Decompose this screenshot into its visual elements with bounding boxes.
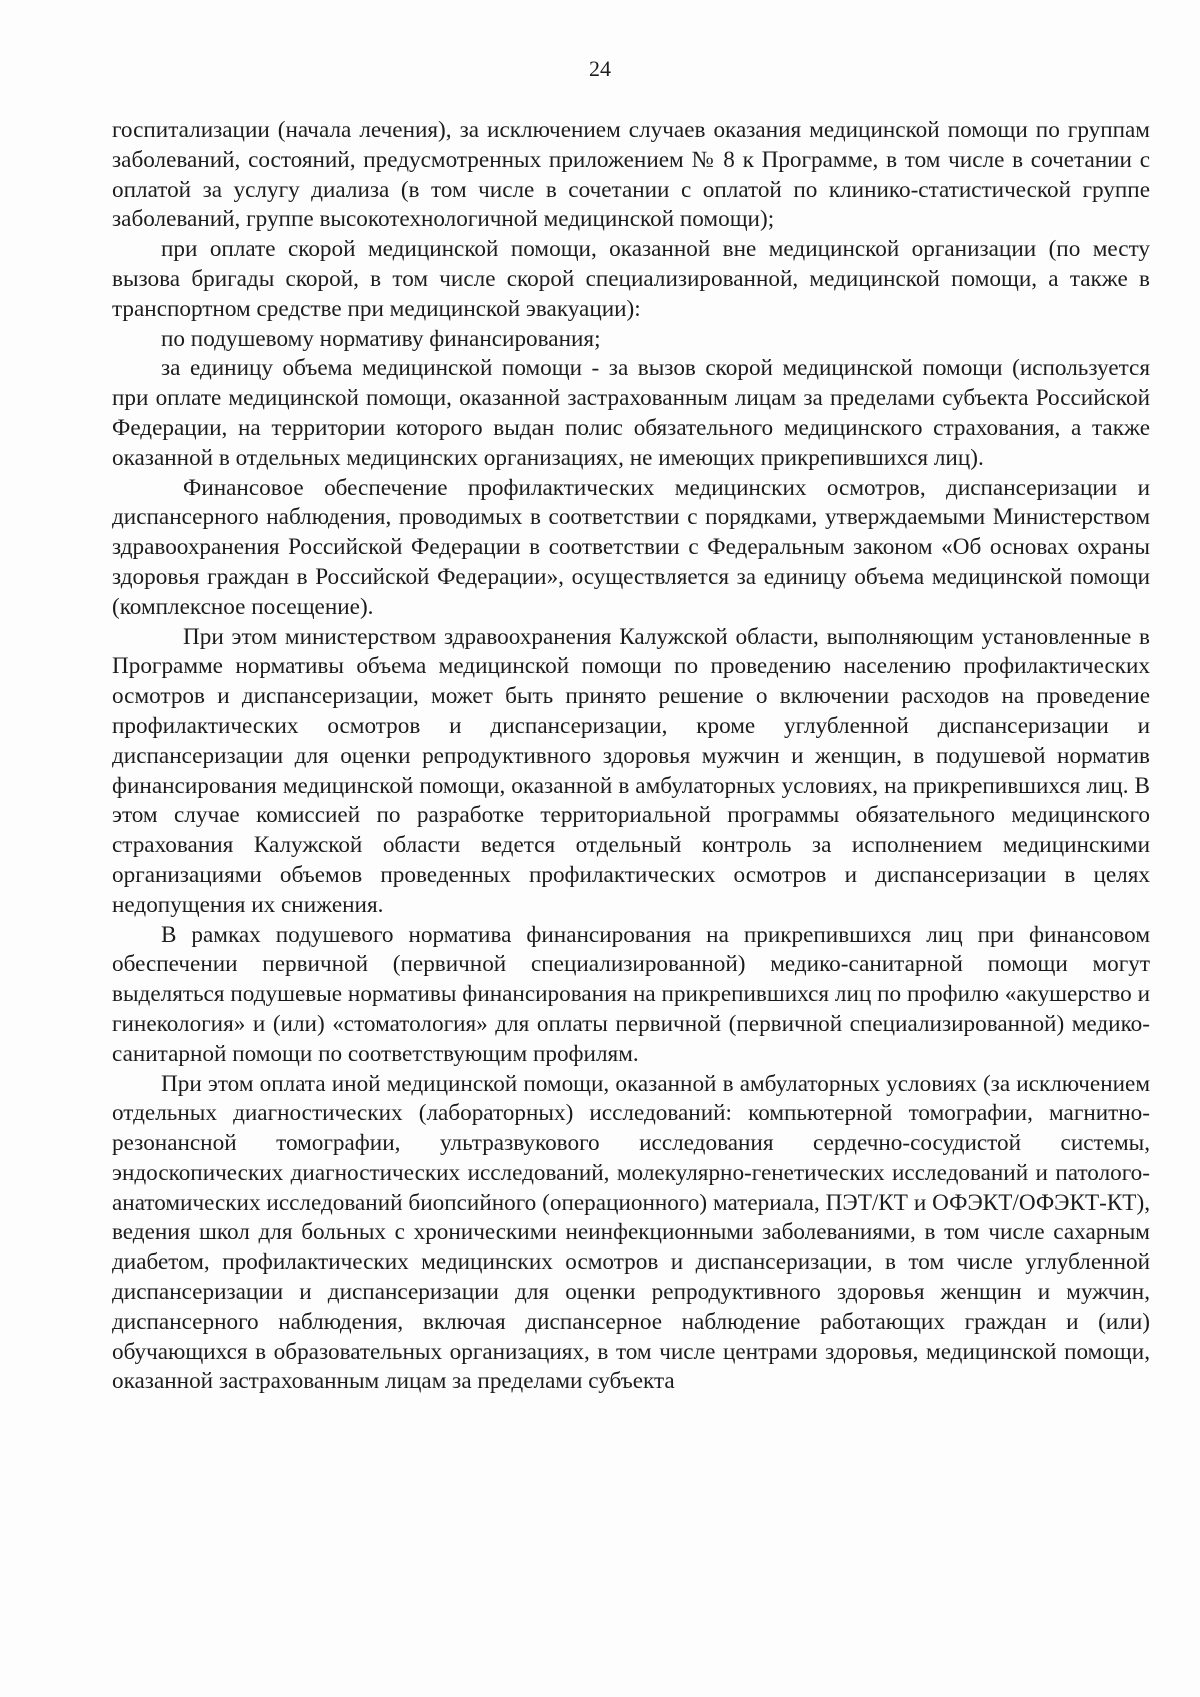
paragraph-per-capita-normative: по подушевому нормативу финансирования;: [161, 325, 601, 352]
paragraph-preventive-examinations-financing: Финансовое обеспечение профилактических медицинских осмотров, диспансеризации и диспансерного наблюдения, проводимых в соответствии с порядками, утверждаемыми Министерством здравоохранения Российской Федерации в соответствии с Федеральным законом «Об основах охраны здоровья граждан в Российской Федерации», осуществляется за единицу объема медицинской помощи (комплексное посещение).: [112, 474, 1150, 620]
page-number: 24: [589, 56, 611, 81]
paragraph-unit-of-volume: за единицу объема медицинской помощи - за вызов скорой медицинской помощи (используется при оплате медицинской помощи, оказанной застрахованным лицам за пределами субъекта Российской Федерации, на территории которого выдан полис обязательного медицинского страхования, а также оказанной в отдельных медицинских организациях, не имеющих прикрепившихся лиц).: [112, 355, 1150, 471]
paragraph-ambulance-payment: при оплате скорой медицинской помощи, оказанной вне медицинской организации (по месту вызова бригады скорой, в том числе скорой специализированной, медицинской помощи, а также в транспортном средстве при медицинской эвакуации):: [112, 236, 1150, 322]
paragraph-other-outpatient-payment: При этом оплата иной медицинской помощи, оказанной в амбулаторных условиях (за исключением отдельных диагностических (лабораторных) исследований: компьютерной томографии, магнитно-резонансной томографии, ультразвукового исследования сердечно-сосудистой системы, эндоскопических диагностических исследований, молекулярно-генетических исследований и патолого-анатомических исследований биопсийного (операционного) материала, ПЭТ/КТ и ОФЭКТ/ОФЭКТ-КТ), ведения школ для больных с хроническими неинфекционными заболеваниями, в том числе сахарным диабетом, профилактических медицинских осмотров и диспансеризации, в том числе углубленной диспансеризации и диспансеризации для оценки репродуктивного здоровья женщин и мужчин, диспансерного наблюдения, включая диспансерное наблюдение работающих граждан и (или) обучающихся в образовательных организациях, в том числе центрами здоровья, медицинской помощи, оказанной застрахованным лицам за пределами субъекта: [112, 1070, 1150, 1395]
paragraph-kaluga-ministry-decision: При этом министерством здравоохранения Калужской области, выполняющим установленные в Программе нормативы объема медицинской помощи по проведению населению профилактических осмотров и диспансеризации, может быть принято решение о включении расходов на проведение профилактических осмотров и диспансеризации, кроме углубленной диспансеризации и диспансеризации для оценки репродуктивного здоровья мужчин и женщин, в подушевой норматив финансирования медицинской помощи, оказанной в амбулаторных условиях, на прикрепившихся лиц. В этом случае комиссией по разработке территориальной программы обязательного медицинского страхования Калужской области ведется отдельный контроль за исполнением медицинскими организациями объемов проведенных профилактических осмотров и диспансеризации в целях недопущения их снижения.: [112, 623, 1150, 918]
paragraph-per-capita-profiles: В рамках подушевого норматива финансирования на прикрепившихся лиц при финансовом обеспечении первичной (первичной специализированной) медико-санитарной помощи могут выделяться подушевые нормативы финансирования на прикрепившихся лиц по профилю «акушерство и гинекология» и (или) «стоматология» для оплаты первичной (первичной специализированной) медико-санитарной помощи по соответствующим профилям.: [112, 921, 1150, 1067]
paragraph-hospitalization-continuation: госпитализации (начала лечения), за исключением случаев оказания медицинской помощи по группам заболеваний, состояний, предусмотренных приложением № 8 к Программе, в том числе в сочетании с оплатой за услугу диализа (в том числе в сочетании с оплатой по клинико-статистической группе заболеваний, группе высокотехнологичной медицинской помощи);: [112, 117, 1150, 233]
document-body: [112, 116, 1150, 1397]
